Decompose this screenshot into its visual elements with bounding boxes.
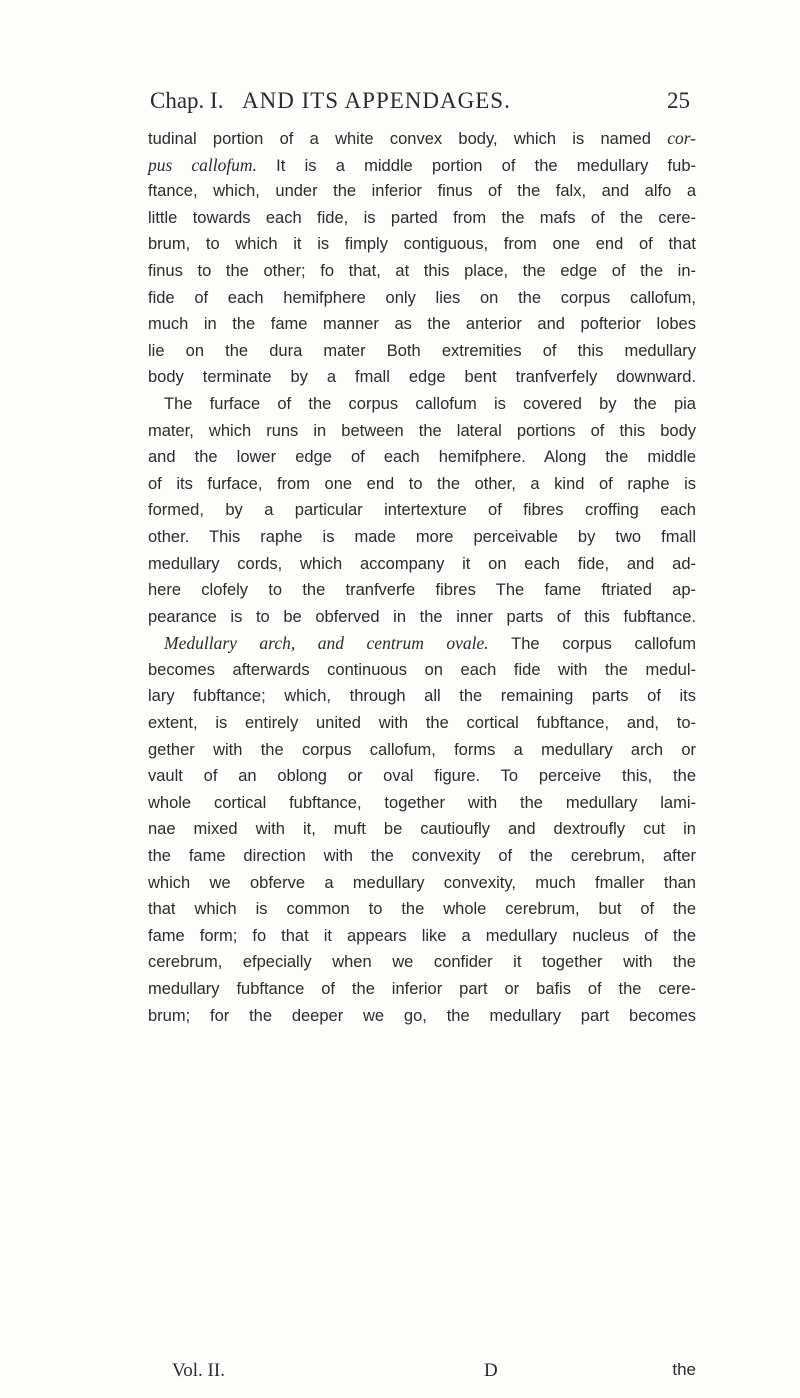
text-line [148,1003,696,1030]
text-run: here clofely to the tranfverfe fibres The fame ftriated ap- [148,581,696,600]
text-run: nae mixed with it, muft be cautioufly and dextroufly cut in [148,820,696,839]
text-line [148,604,696,631]
text-line [148,657,696,684]
running-head [150,88,690,122]
text-line [148,577,696,604]
text-run: of its furface, from one end to the other, a kind of raphe is [148,474,696,493]
text-line [148,418,696,445]
text-run: body terminate by a fmall edge bent tranfverfely downward. [148,368,696,387]
text-line [148,524,696,551]
text-line [148,364,696,391]
text-run: lary fubftance; which, through all the remaining parts of its [148,687,696,706]
text-run: which we obferve a medullary convexity, much fmaller than [148,873,696,892]
text-run: The furface of the corpus callofum is covered by the pia [164,394,696,413]
text-line [148,125,696,152]
text-run: whole cortical fubftance, together with the medullary lami- [148,793,696,812]
text-line [148,737,696,764]
text-line [148,178,696,205]
text-line [148,949,696,976]
text-line [148,551,696,578]
text-line [148,923,696,950]
page-footer [172,1360,696,1386]
chapter-label: Chap. I. [150,88,224,113]
text-run: brum; for the deeper we go, the medullary part becomes [148,1006,696,1025]
text-run: lie on the dura mater Both extremities of this medullary [148,341,696,360]
text-line [148,391,696,418]
text-run: cerebrum, efpecially when we confider it together with the [148,953,696,972]
text-run: fide of each hemifphere only lies on the corpus callofum, [148,288,696,307]
running-title: AND ITS APPENDAGES. [242,88,511,113]
text-run: pearance is to be obferved in the inner parts of this fubftance. [148,607,696,626]
text-line [148,870,696,897]
text-line [148,683,696,710]
text-run: that which is common to the whole cerebrum, but of the [148,900,696,919]
text-line [148,630,696,657]
text-run: It is a middle portion of the medullary fub- [256,156,696,175]
text-line [148,152,696,179]
text-run: and the lower edge of each hemifphere. Along the middle [148,448,696,467]
text-line [148,790,696,817]
text-run: gether with the corpus callofum, forms a medullary arch or [148,740,696,759]
text-line [148,311,696,338]
signature-mark: D [484,1360,498,1381]
page-number: 25 [667,88,690,113]
text-line [148,338,696,365]
text-run: extent, is entirely united with the cortical fubftance, and, to- [148,714,696,733]
text-run: much in the fame manner as the anterior and pofterior lobes [148,315,696,334]
text-line [148,205,696,232]
text-run: ftance, which, under the inferior finus of the falx, and alfo a [148,182,696,201]
text-line [148,896,696,923]
text-line [148,444,696,471]
text-run: becomes afterwards continuous on each fide with the medul- [148,660,696,679]
text-run: tudinal portion of a white convex body, which is named [148,130,668,148]
text-line [148,497,696,524]
text-run: medullary fubftance of the inferior part or bafis of the cere- [148,980,696,998]
volume-label: Vol. II. [172,1360,225,1381]
text-line [148,285,696,312]
text-line [148,843,696,870]
text-run: formed, by a particular intertexture of fibres croffing each [148,501,696,520]
italic-term: pus callofum. [148,154,257,175]
text-run: little towards each fide, is parted from the mafs of the cere- [148,208,696,227]
text-run: medullary cords, which accompany it on each fide, and ad- [148,554,696,573]
italic-term: Medullary arch, and centrum ovale. [164,633,489,654]
text-run: finus to the other; fo that, at this place, the edge of the in- [148,261,696,280]
text-run: fame form; fo that it appears like a medullary nucleus of the [148,926,696,945]
text-line [148,816,696,843]
text-run: other. This raphe is made more perceivable by two fmall [148,527,696,546]
body-text [148,125,696,1029]
text-run: vault of an oblong or oval figure. To perceive this, the [148,767,696,786]
text-line [148,231,696,258]
text-run: mater, which runs in between the lateral portions of this body [148,421,696,440]
text-run: brum, to which it is fimply contiguous, from one end of that [148,235,696,254]
text-line [148,710,696,737]
text-line [148,763,696,790]
text-line [148,976,696,1003]
text-run: the fame direction with the convexity of the cerebrum, after [148,847,696,866]
catchword: the [672,1360,696,1379]
text-run: The corpus callofum [488,635,696,654]
text-line [148,258,696,285]
italic-term: cor- [667,128,696,148]
text-line [148,471,696,498]
